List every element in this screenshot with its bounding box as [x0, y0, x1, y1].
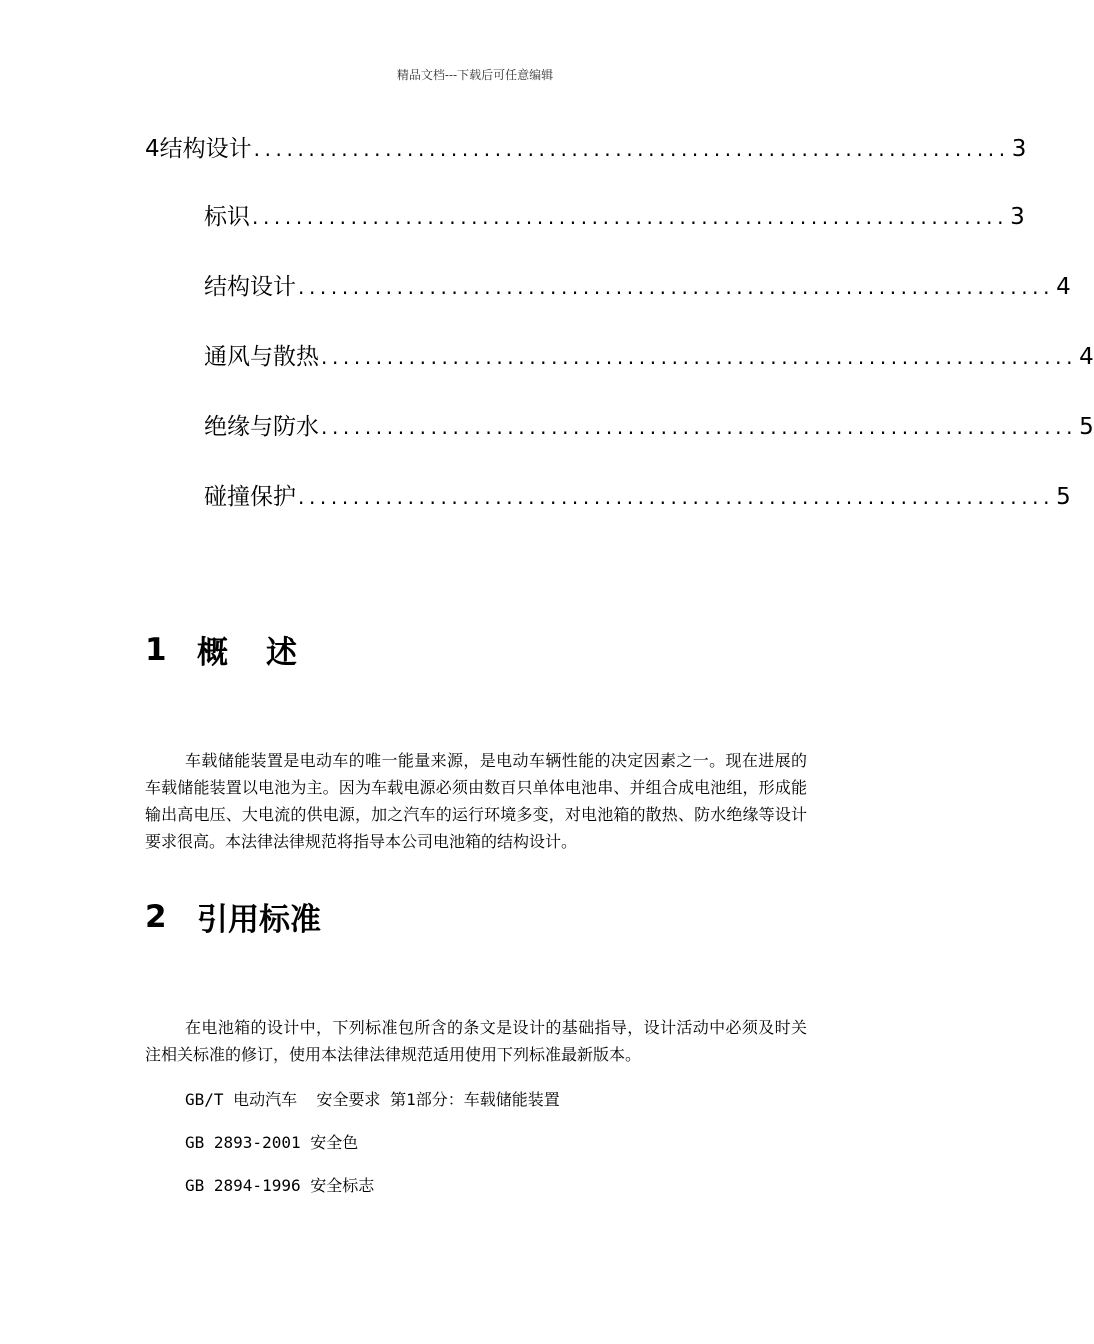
toc-entry[interactable]	[145, 132, 1027, 200]
page-header: 精品文档---下载后可任意编辑	[396, 68, 554, 82]
toc-entry[interactable]	[145, 200, 1025, 270]
references-paragraph: 在电池箱的设计中，下列标准包所含的条文是设计的基础指导，设计活动中必须及时关注相关标准的修订，使用本法律法律规范适用使用下列标准最新版本。	[145, 1018, 807, 1064]
toc-entry-page: 5	[1079, 414, 1094, 440]
toc-entry-page: 3	[1011, 136, 1027, 162]
toc-leader-dots: .....................................................................	[321, 345, 1078, 369]
toc-entry-title: 标识	[204, 204, 250, 230]
toc-leader-dots: .....................................................................	[253, 137, 1010, 161]
toc-leader-dots: .....................................................................	[298, 275, 1055, 299]
toc-entry-page: 4	[1056, 274, 1071, 300]
table-of-contents	[145, 132, 1094, 550]
standard-reference: GB/T 电动汽车 安全要求 第1部分：车载储能装置	[185, 1090, 560, 1109]
section-heading-overview	[145, 627, 335, 672]
toc-entry[interactable]	[145, 340, 1094, 410]
toc-entry-page: 5	[1056, 484, 1071, 510]
section-number: 1	[145, 631, 167, 668]
overview-paragraph: 车载储能装置是电动车的唯一能量来源，是电动车辆性能的决定因素之一。现在进展的车载储能装置以电池为主。因为车载电源必须由数百只单体电池串、并组合成电池组，形成能输出高电压、大电流的供电源，加之汽车的运行环境多变，对电池箱的散热、防水绝缘等设计要求很高。本法律法律规范将指导本公司电池箱的结构设计。	[145, 751, 807, 851]
toc-entry-title: 碰撞保护	[204, 484, 296, 510]
toc-leader-dots: .....................................................................	[321, 415, 1078, 439]
toc-entry[interactable]	[145, 410, 1094, 480]
standard-reference: GB 2894-1996 安全标志	[185, 1176, 375, 1195]
standard-reference: GB 2893-2001 安全色	[185, 1133, 359, 1152]
toc-entry-title: 通风与散热	[204, 344, 319, 370]
toc-entry[interactable]	[145, 480, 1071, 550]
section-title: 引用标准	[197, 902, 321, 938]
toc-entry-title: 结构设计	[159, 136, 252, 162]
toc-entry-number: 4	[145, 136, 160, 162]
toc-entry[interactable]	[145, 270, 1071, 340]
toc-leader-dots: .....................................................................	[298, 485, 1055, 509]
toc-entry-title: 结构设计	[204, 274, 296, 300]
toc-entry-title: 绝缘与防水	[204, 414, 319, 440]
section-heading-references	[145, 894, 321, 939]
toc-entry-page: 3	[1010, 204, 1025, 230]
section-number: 2	[145, 898, 167, 935]
toc-leader-dots: .....................................................................	[252, 205, 1009, 229]
section-title: 概述	[197, 635, 335, 671]
toc-entry-page: 4	[1079, 344, 1094, 370]
